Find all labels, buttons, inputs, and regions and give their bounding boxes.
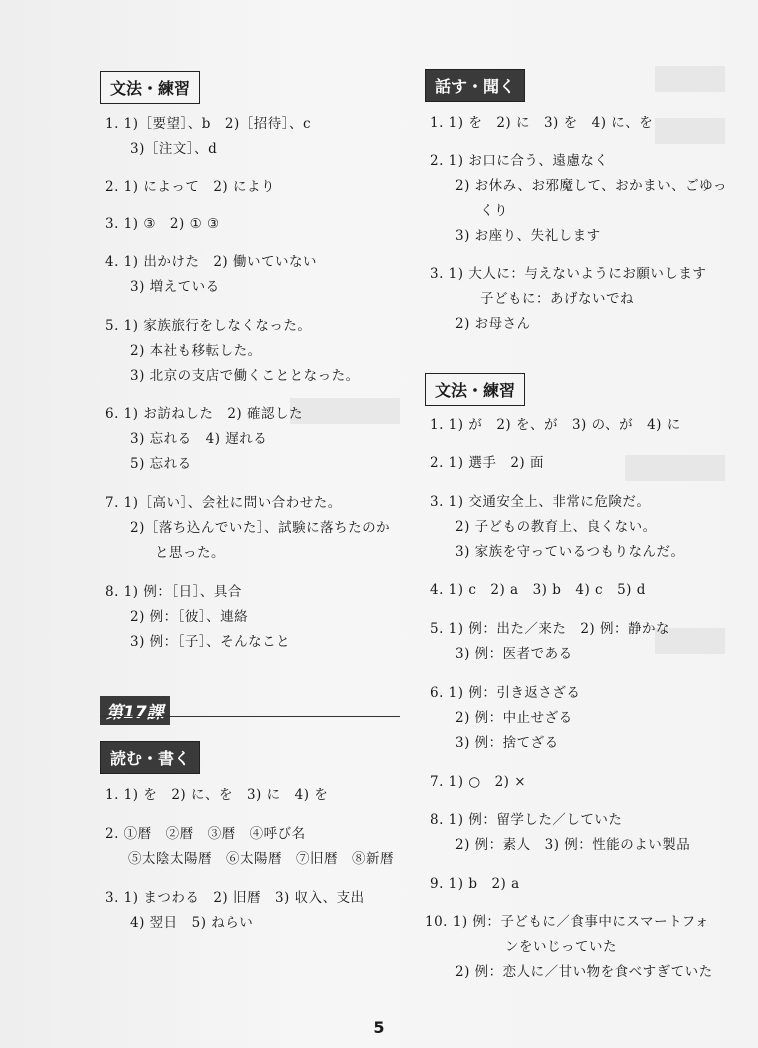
answer-line: 3. 1) 交通安全上、非常に危険だ。 — [430, 494, 651, 510]
answer-line: 2. 1) 選手 2) 面 — [430, 455, 544, 471]
answer-line: 3. 1) 大人に：与えないようにお願いします — [430, 266, 707, 282]
answer-line: 2) 例：素人 3) 例：性能のよい製品 — [455, 837, 691, 853]
answer-line: 2)［落ち込んでいた］、試験に落ちたのか — [130, 520, 391, 536]
answer-line: 5. 1) 例：出た／来た 2) 例：静かな — [430, 621, 670, 637]
answer-line: ⑤太陰太陽暦 ⑥太陽暦 ⑦旧暦 ⑧新暦 — [128, 851, 394, 867]
answer-line: 6. 1) お訪ねした 2) 確認した — [105, 406, 303, 422]
answer-line: 2) 例：恋人に／甘い物を食べすぎていた — [455, 964, 713, 980]
answer-line: 3) 増えている — [130, 279, 220, 295]
answer-line: 2) お母さん — [455, 316, 531, 332]
answer-line: 6. 1) 例：引き返さざる — [430, 685, 581, 701]
section-heading-speaking-listening: 話す・聞く — [425, 69, 525, 102]
answer-line: 4. 1) 出かけた 2) 働いていない — [105, 254, 317, 270]
section-heading-grammar-practice-2: 文法・練習 — [425, 373, 525, 406]
section-heading-reading-writing: 読む・書く — [100, 741, 200, 774]
answer-line: 4) 翌日 5) ねらい — [130, 915, 254, 931]
answer-line: 3) 例：捨てざる — [455, 735, 559, 751]
answer-line: 2. 1) お口に合う、遠慮なく — [430, 153, 609, 169]
answer-line: 3) 北京の支店で働くこととなった。 — [130, 368, 360, 384]
section-heading-grammar-practice: 文法・練習 — [100, 71, 200, 104]
answer-line: 8. 1) 例：［日］、具合 — [105, 584, 242, 600]
answer-line: 5) 忘れる — [130, 456, 192, 472]
answer-line: 3) 忘れる 4) 遅れる — [130, 431, 268, 447]
answer-line: 1. 1) が 2) を、が 3) の、が 4) に — [430, 417, 681, 433]
show-through-block — [625, 455, 725, 481]
answer-line: 1. 1) を 2) に、を 3) に 4) を — [105, 787, 329, 803]
answer-line: 2) 本社も移転した。 — [130, 343, 262, 359]
answer-line: 7. 1) ○ 2) × — [430, 774, 527, 790]
show-through-block — [655, 118, 725, 144]
answer-line: 5. 1) 家族旅行をしなくなった。 — [105, 318, 312, 334]
answer-line: 2) 子どもの教育上、良くない。 — [455, 519, 657, 535]
answer-line: 3. 1) ③ 2) ① ③ — [105, 216, 220, 232]
answer-line: 3) 例：［子］、そんなこと — [130, 634, 291, 650]
page-number: 5 — [373, 1018, 385, 1037]
answer-line: 2. ①暦 ②暦 ③暦 ④呼び名 — [105, 826, 306, 842]
answer-line: 3) お座り、失礼します — [455, 228, 601, 244]
answer-line: と思った。 — [155, 545, 225, 561]
answer-line: 10. 1) 例：子どもに／食事中にスマートフォ — [425, 914, 710, 930]
answer-line: 8. 1) 例：留学した／していた — [430, 812, 623, 828]
answer-line: 1. 1) を 2) に 3) を 4) に、を — [430, 115, 654, 131]
answer-line: 3) 家族を守っているつもりなんだ。 — [455, 544, 685, 560]
answer-line: 9. 1) b 2) a — [430, 876, 520, 892]
answer-line: 3)［注文］、d — [130, 141, 218, 157]
answer-line: ンをいじっていた — [505, 939, 617, 955]
lesson-divider — [100, 716, 400, 717]
answer-line: 2) お休み、お邪魔して、おかまい、ごゆっ — [455, 178, 728, 194]
show-through-block — [290, 398, 400, 424]
answer-line: 3) 例：医者である — [455, 646, 573, 662]
answer-line: 7. 1)［高い］、会社に問い合わせた。 — [105, 495, 342, 511]
answer-line: 1. 1)［要望］、b 2)［招待］、c — [105, 116, 312, 132]
answer-line: 2) 例：中止せざる — [455, 710, 573, 726]
lesson-title: 第17課 — [100, 696, 170, 725]
answer-line: 4. 1) c 2) a 3) b 4) c 5) d — [430, 582, 646, 598]
answer-line: 2) 例：［彼］、連絡 — [130, 609, 249, 625]
answer-line: 3. 1) まつわる 2) 旧暦 3) 収入、支出 — [105, 890, 365, 906]
answer-line: 子どもに：あげないでね — [480, 291, 634, 307]
answer-line: くり — [480, 203, 508, 219]
show-through-block — [655, 66, 725, 92]
answer-line: 2. 1) によって 2) により — [105, 179, 275, 195]
